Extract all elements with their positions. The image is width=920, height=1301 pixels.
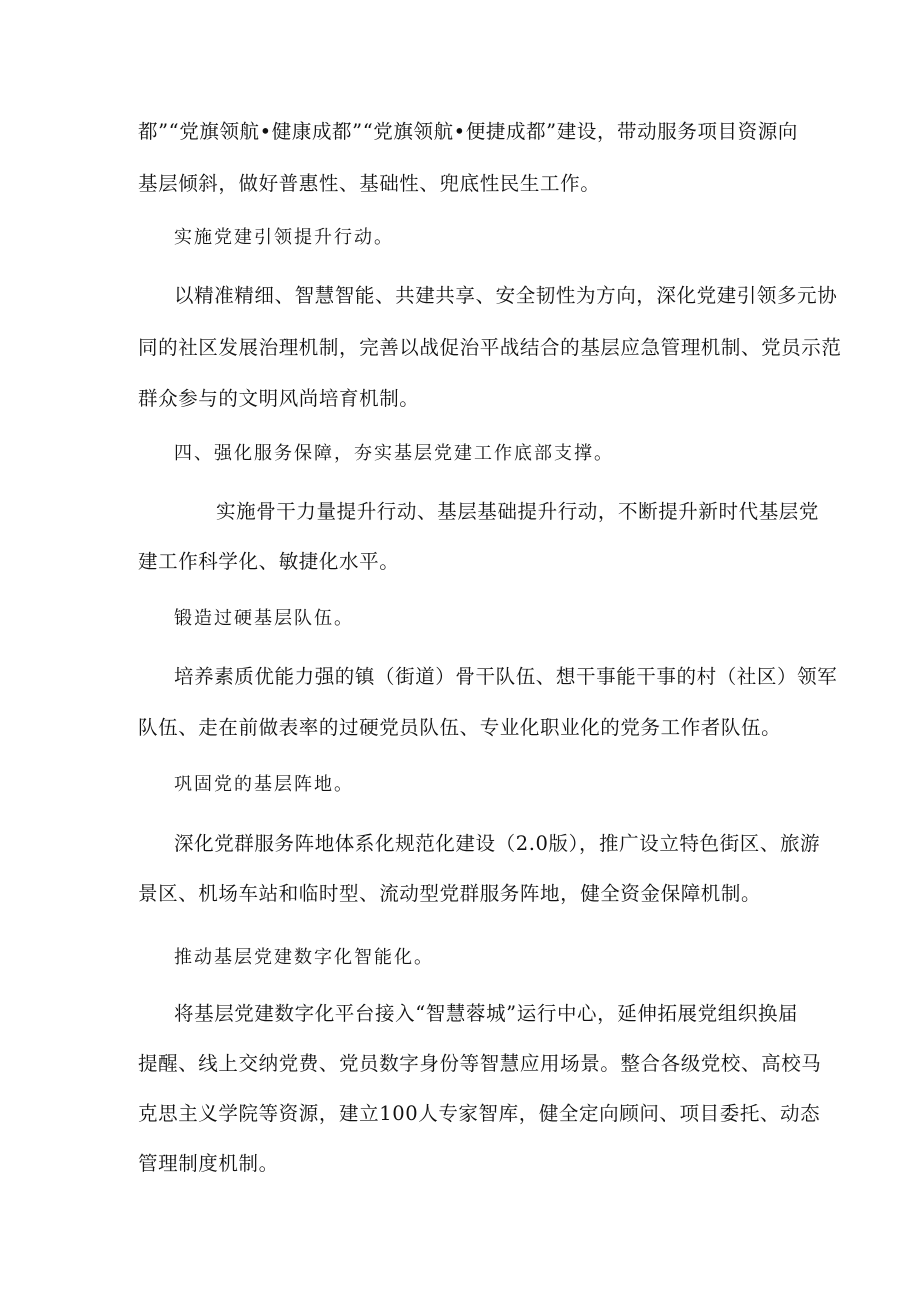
para6-line3: 克思主义学院等资源，建立100人专家智库，健全定向顾问、项目委托、动态: [138, 1102, 821, 1125]
para4-line1: 培养素质优能力强的镇（街道）骨干队伍、想干事能干事的村（社区）领军: [174, 665, 838, 688]
para4-line2: 队伍、走在前做表率的过硬党员队伍、专业化职业化的党务工作者队伍。: [138, 716, 782, 739]
heading-party-building-lead: 实施党建引领提升行动。: [174, 227, 394, 248]
heading-digital: 推动基层党建数字化智能化。: [174, 947, 434, 968]
para1-line2: 基层倾斜，做好普惠性、基础性、兜底性民生工作。: [138, 172, 601, 195]
para3-line2: 建工作科学化、敏捷化水平。: [138, 550, 400, 573]
para1-line1: 都”“党旗领航•健康成都”“党旗领航•便捷成都”建设，带动服务项目资源向: [138, 120, 798, 143]
para5-line2: 景区、机场车站和临时型、流动型党群服务阵地，健全资金保障机制。: [138, 882, 762, 905]
para2-line1: 以精准精细、智慧智能、共建共享、安全韧性为方向，深化党建引领多元协: [174, 284, 838, 307]
heading-position: 巩固党的基层阵地。: [174, 774, 354, 795]
para6-line4: 管理制度机制。: [138, 1152, 279, 1175]
para5-line1: 深化党群服务阵地体系化规范化建设（2.0版），推广设立特色街区、旅游: [174, 832, 821, 855]
para6-line2: 提醒、线上交纳党费、党员数字身份等智慧应用场景。整合各级党校、高校马: [138, 1052, 822, 1075]
para2-line3: 群众参与的文明风尚培育机制。: [138, 387, 420, 410]
para3-line1: 实施骨干力量提升行动、基层基础提升行动，不断提升新时代基层党: [216, 500, 820, 523]
para2-line2: 同的社区发展治理机制，完善以战促治平战结合的基层应急管理机制、党员示范: [138, 336, 842, 359]
para6-line1: 将基层党建数字化平台接入“智慧蓉城”运行中心，延伸拓展党组织换届: [174, 1002, 799, 1025]
heading-section-four: 四、强化服务保障，夯实基层党建工作底部支撑。: [174, 443, 614, 464]
heading-team: 锻造过硬基层队伍。: [174, 608, 354, 629]
